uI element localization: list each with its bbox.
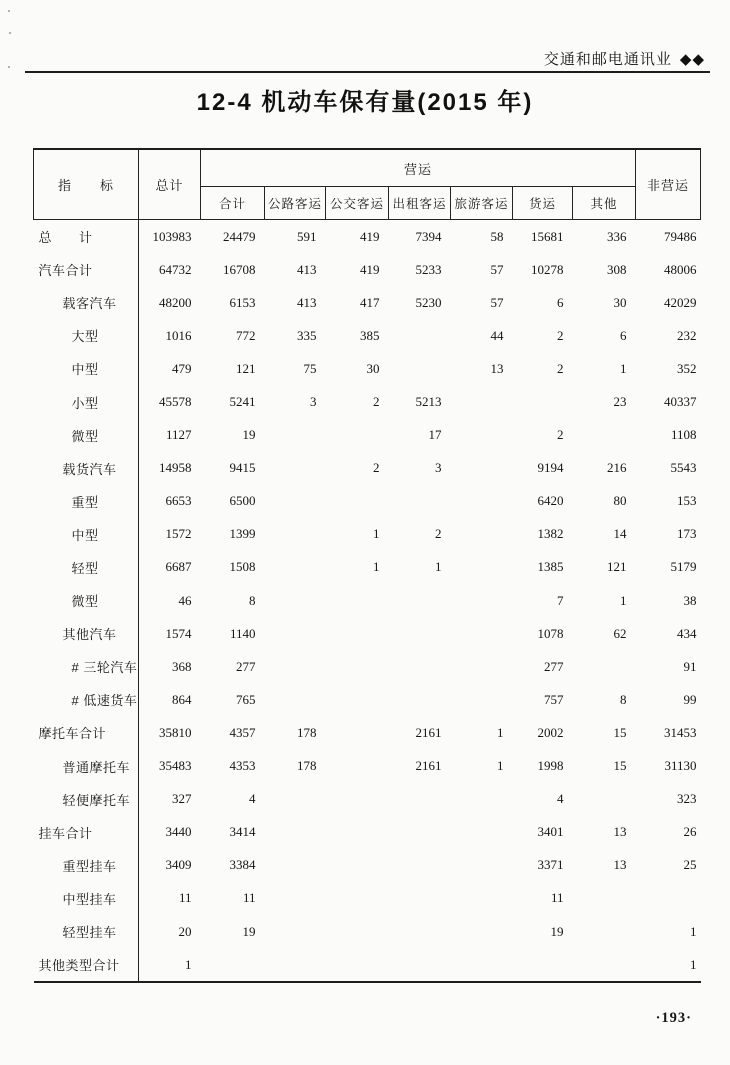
row-label: 载客汽车 xyxy=(34,286,139,319)
table-cell: 335 xyxy=(297,327,317,343)
table-cell: 15 xyxy=(613,724,627,740)
table-cell: 13 xyxy=(613,857,627,873)
table-cell: 4353 xyxy=(229,758,256,774)
table-cell: 3409 xyxy=(165,857,192,873)
table-cell: 1016 xyxy=(165,327,192,343)
table-cell xyxy=(389,485,451,518)
table-cell: 24479 xyxy=(223,228,256,244)
table-cell: 3414 xyxy=(229,824,256,840)
table-cell: 591 xyxy=(297,228,317,244)
table-cell: 4 xyxy=(557,791,564,807)
table-cell: 5230 xyxy=(415,294,442,310)
table-cell: 3384 xyxy=(229,857,256,873)
table-cell: 9415 xyxy=(229,460,256,476)
col-header-freight: 货运 xyxy=(513,187,573,220)
col-header-non-operation: 非营运 xyxy=(636,149,701,220)
table-cell: 2 xyxy=(435,526,442,542)
row-label: 重型 xyxy=(34,485,139,518)
table-row xyxy=(34,220,701,254)
table-cell: 14 xyxy=(613,526,627,542)
table-cell: 31130 xyxy=(664,758,697,774)
table-cell xyxy=(389,816,451,849)
table-cell xyxy=(326,419,389,452)
table-cell: 327 xyxy=(172,791,192,807)
table-cell: 91 xyxy=(683,658,697,674)
table-cell xyxy=(326,716,389,749)
table-cell xyxy=(265,518,326,551)
table-cell xyxy=(451,419,513,452)
table-cell: 5233 xyxy=(415,261,442,277)
table-cell: 80 xyxy=(613,493,627,509)
table-cell: 1 xyxy=(620,592,627,608)
table-cell: 58 xyxy=(490,228,504,244)
table-cell: 757 xyxy=(544,691,564,707)
table-cell: 1998 xyxy=(537,758,564,774)
table-cell: 1 xyxy=(690,956,697,972)
row-label: 微型 xyxy=(34,419,139,452)
table-cell: 35483 xyxy=(159,758,192,774)
table-cell: 1 xyxy=(185,956,192,972)
table-cell: 772 xyxy=(236,327,256,343)
table-cell xyxy=(265,650,326,683)
table-cell: 45578 xyxy=(159,394,192,410)
row-label: 载货汽车 xyxy=(34,452,139,485)
table-cell: 323 xyxy=(677,791,697,807)
table-cell: 121 xyxy=(607,559,627,575)
table-cell xyxy=(265,783,326,816)
row-label: # 低速货车 xyxy=(34,683,139,716)
section-title: 交通和邮电通讯业 xyxy=(543,51,672,68)
table-cell: 173 xyxy=(677,526,697,542)
table-cell xyxy=(451,518,513,551)
table-row xyxy=(34,352,701,385)
table-row xyxy=(34,319,701,352)
table-cell: 1 xyxy=(497,724,504,740)
table-cell: 277 xyxy=(236,658,256,674)
table-cell: 419 xyxy=(360,261,380,277)
table-cell: 8 xyxy=(249,592,256,608)
table-cell: 1 xyxy=(373,526,380,542)
row-label: # 三轮汽车 xyxy=(34,650,139,683)
table-cell: 121 xyxy=(236,360,256,376)
header-rule xyxy=(25,71,710,73)
table-cell: 26 xyxy=(683,824,697,840)
table-cell xyxy=(265,683,326,716)
row-label: 小型 xyxy=(34,385,139,418)
table-cell xyxy=(326,650,389,683)
table-cell: 5241 xyxy=(229,394,256,410)
table-cell: 19 xyxy=(242,427,256,443)
table-cell: 25 xyxy=(683,857,697,873)
table-cell: 11 xyxy=(242,890,256,906)
table-cell: 232 xyxy=(677,327,697,343)
table-cell: 216 xyxy=(607,460,627,476)
table-cell: 1140 xyxy=(229,625,256,641)
table-cell: 42029 xyxy=(664,294,697,310)
table-cell xyxy=(265,617,326,650)
table-cell: 3401 xyxy=(537,824,564,840)
table-header xyxy=(34,149,701,220)
table-cell: 64732 xyxy=(159,261,192,277)
statistics-table-container xyxy=(33,148,700,983)
table-row xyxy=(34,518,701,551)
table-cell: 20 xyxy=(178,923,192,939)
row-label: 微型 xyxy=(34,584,139,617)
table-cell: 19 xyxy=(242,923,256,939)
table-cell xyxy=(573,783,636,816)
scan-speck xyxy=(8,10,10,12)
table-cell: 11 xyxy=(550,890,564,906)
table-cell: 19 xyxy=(550,923,564,939)
table-cell: 2002 xyxy=(537,724,564,740)
table-cell xyxy=(265,915,326,948)
table-cell: 57 xyxy=(490,294,504,310)
statistics-table xyxy=(33,148,701,983)
table-cell: 352 xyxy=(677,360,697,376)
table-cell xyxy=(573,948,636,982)
table-cell: 4357 xyxy=(229,724,256,740)
table-cell xyxy=(451,385,513,418)
col-header-other: 其他 xyxy=(573,187,636,220)
table-cell xyxy=(265,485,326,518)
table-cell: 13 xyxy=(490,360,504,376)
table-cell: 46 xyxy=(178,592,192,608)
table-row xyxy=(34,617,701,650)
row-label: 中型 xyxy=(34,518,139,551)
table-cell: 864 xyxy=(172,691,192,707)
table-cell xyxy=(326,617,389,650)
table-row xyxy=(34,882,701,915)
table-cell: 99 xyxy=(683,691,697,707)
table-row xyxy=(34,948,701,982)
table-cell xyxy=(265,551,326,584)
table-body xyxy=(34,220,701,983)
table-cell: 4 xyxy=(249,791,256,807)
table-cell: 3371 xyxy=(537,857,564,873)
table-cell: 765 xyxy=(236,691,256,707)
table-cell: 178 xyxy=(297,758,317,774)
table-cell xyxy=(573,419,636,452)
table-cell: 153 xyxy=(677,493,697,509)
table-cell: 1572 xyxy=(165,526,192,542)
table-cell: 17 xyxy=(428,427,442,443)
table-cell xyxy=(389,783,451,816)
table-row xyxy=(34,253,701,286)
table-cell: 1127 xyxy=(165,427,192,443)
table-cell: 385 xyxy=(360,327,380,343)
table-cell: 30 xyxy=(613,294,627,310)
table-row xyxy=(34,419,701,452)
table-cell: 178 xyxy=(297,724,317,740)
table-cell xyxy=(389,882,451,915)
table-cell: 5179 xyxy=(670,559,697,575)
table-cell: 3 xyxy=(435,460,442,476)
table-cell: 2 xyxy=(557,327,564,343)
table-cell: 8 xyxy=(620,691,627,707)
table-cell: 30 xyxy=(366,360,380,376)
table-row xyxy=(34,286,701,319)
scan-speck xyxy=(8,66,10,68)
table-cell: 1 xyxy=(373,559,380,575)
table-cell: 57 xyxy=(490,261,504,277)
row-label: 中型 xyxy=(34,352,139,385)
col-header-tourism-passenger: 旅游客运 xyxy=(451,187,513,220)
table-cell xyxy=(451,882,513,915)
row-label: 其他类型合计 xyxy=(34,948,139,982)
table-cell: 1078 xyxy=(537,625,564,641)
table-cell xyxy=(389,617,451,650)
table-cell xyxy=(326,683,389,716)
table-cell: 6500 xyxy=(229,493,256,509)
table-cell: 103983 xyxy=(152,228,192,244)
table-cell xyxy=(326,849,389,882)
table-cell: 308 xyxy=(607,261,627,277)
row-label: 轻型 xyxy=(34,551,139,584)
row-label: 挂车合计 xyxy=(34,816,139,849)
table-cell xyxy=(573,650,636,683)
table-cell xyxy=(389,683,451,716)
table-cell: 9194 xyxy=(537,460,564,476)
table-cell: 11 xyxy=(178,890,192,906)
table-row xyxy=(34,683,701,716)
table-row xyxy=(34,385,701,418)
table-cell xyxy=(573,882,636,915)
row-label: 轻型挂车 xyxy=(34,915,139,948)
table-cell: 1 xyxy=(690,923,697,939)
table-cell: 35810 xyxy=(159,724,192,740)
table-cell: 75 xyxy=(303,360,317,376)
table-cell: 48006 xyxy=(664,261,697,277)
table-cell xyxy=(389,319,451,352)
row-label: 大型 xyxy=(34,319,139,352)
table-cell: 2 xyxy=(557,360,564,376)
table-cell: 6153 xyxy=(229,294,256,310)
table-row xyxy=(34,551,701,584)
scan-speck xyxy=(9,32,11,34)
table-cell: 6687 xyxy=(165,559,192,575)
table-cell: 1574 xyxy=(165,625,192,641)
table-cell xyxy=(326,915,389,948)
table-cell xyxy=(451,551,513,584)
table-cell: 1 xyxy=(620,360,627,376)
table-cell xyxy=(451,948,513,982)
row-label: 其他汽车 xyxy=(34,617,139,650)
table-cell: 6 xyxy=(557,294,564,310)
table-cell: 5213 xyxy=(415,394,442,410)
table-row xyxy=(34,816,701,849)
table-cell: 1 xyxy=(497,758,504,774)
row-label: 汽车合计 xyxy=(34,253,139,286)
table-cell xyxy=(513,948,573,982)
table-cell: 14958 xyxy=(159,460,192,476)
table-row xyxy=(34,783,701,816)
table-cell: 336 xyxy=(607,228,627,244)
table-cell: 44 xyxy=(490,327,504,343)
table-cell: 413 xyxy=(297,261,317,277)
table-cell xyxy=(451,485,513,518)
table-cell xyxy=(389,584,451,617)
table-row xyxy=(34,584,701,617)
table-row xyxy=(34,650,701,683)
table-cell: 2 xyxy=(373,460,380,476)
table-cell xyxy=(389,650,451,683)
table-cell xyxy=(201,948,265,982)
table-cell xyxy=(326,783,389,816)
table-cell: 40337 xyxy=(664,394,697,410)
table-cell: 10278 xyxy=(531,261,564,277)
table-row xyxy=(34,915,701,948)
table-cell: 368 xyxy=(172,658,192,674)
table-cell: 15681 xyxy=(531,228,564,244)
table-cell: 15 xyxy=(613,758,627,774)
diamond-icons: ◆◆ xyxy=(679,50,705,68)
row-label: 轻便摩托车 xyxy=(34,783,139,816)
table-cell: 413 xyxy=(297,294,317,310)
table-cell xyxy=(265,849,326,882)
table-cell xyxy=(389,948,451,982)
table-cell: 3 xyxy=(310,394,317,410)
table-cell: 6653 xyxy=(165,493,192,509)
table-cell: 7 xyxy=(557,592,564,608)
table-cell: 479 xyxy=(172,360,192,376)
table-cell xyxy=(265,816,326,849)
table-cell: 1 xyxy=(435,559,442,575)
table-cell xyxy=(265,882,326,915)
table-cell xyxy=(326,816,389,849)
table-cell xyxy=(326,584,389,617)
table-cell xyxy=(265,452,326,485)
table-cell: 434 xyxy=(677,625,697,641)
row-label: 普通摩托车 xyxy=(34,750,139,783)
running-header xyxy=(544,48,705,69)
table-cell xyxy=(389,352,451,385)
table-cell xyxy=(513,385,573,418)
row-label: 摩托车合计 xyxy=(34,716,139,749)
col-header-indicator: 指 标 xyxy=(34,149,139,220)
table-cell: 48200 xyxy=(159,294,192,310)
table-cell: 1508 xyxy=(229,559,256,575)
table-cell: 6420 xyxy=(537,493,564,509)
table-cell: 2161 xyxy=(415,758,442,774)
table-cell: 1399 xyxy=(229,526,256,542)
table-row xyxy=(34,452,701,485)
table-cell: 2 xyxy=(373,394,380,410)
table-cell xyxy=(573,915,636,948)
table-cell: 1382 xyxy=(537,526,564,542)
table-cell: 5543 xyxy=(670,460,697,476)
table-cell: 7394 xyxy=(415,228,442,244)
page-title: 12-4 机动车保有量(2015 年) xyxy=(196,89,534,116)
row-label: 总 计 xyxy=(34,220,139,254)
table-cell xyxy=(326,750,389,783)
col-header-operation-group: 营运 xyxy=(201,149,636,187)
table-cell xyxy=(451,683,513,716)
table-row xyxy=(34,485,701,518)
table-row xyxy=(34,716,701,749)
table-cell: 419 xyxy=(360,228,380,244)
col-header-highway-passenger: 公路客运 xyxy=(265,187,326,220)
col-header-total: 总计 xyxy=(139,149,201,220)
table-cell: 6 xyxy=(620,327,627,343)
table-row xyxy=(34,750,701,783)
table-cell: 277 xyxy=(544,658,564,674)
table-cell: 2 xyxy=(557,427,564,443)
table-cell xyxy=(265,584,326,617)
table-cell xyxy=(451,650,513,683)
table-row xyxy=(34,849,701,882)
table-cell: 1385 xyxy=(537,559,564,575)
table-cell xyxy=(265,419,326,452)
page-number: ·193· xyxy=(655,1010,692,1026)
table-cell: 3440 xyxy=(165,824,192,840)
table-cell xyxy=(451,849,513,882)
table-cell xyxy=(389,849,451,882)
table-cell: 2161 xyxy=(415,724,442,740)
col-header-subtotal: 合计 xyxy=(201,187,265,220)
table-cell xyxy=(636,882,701,915)
table-cell: 79486 xyxy=(664,228,697,244)
table-cell xyxy=(389,915,451,948)
table-cell: 62 xyxy=(613,625,627,641)
table-cell xyxy=(451,783,513,816)
table-cell xyxy=(326,485,389,518)
col-header-bus-passenger: 公交客运 xyxy=(326,187,389,220)
table-cell: 13 xyxy=(613,824,627,840)
table-cell: 1108 xyxy=(671,427,697,443)
table-cell: 31453 xyxy=(664,724,697,740)
table-cell xyxy=(451,452,513,485)
row-label: 中型挂车 xyxy=(34,882,139,915)
table-cell xyxy=(451,915,513,948)
table-cell xyxy=(265,948,326,982)
table-cell: 38 xyxy=(683,592,697,608)
row-label: 重型挂车 xyxy=(34,849,139,882)
table-cell xyxy=(326,948,389,982)
table-cell: 23 xyxy=(613,394,627,410)
table-cell xyxy=(326,882,389,915)
table-cell xyxy=(451,816,513,849)
table-cell xyxy=(451,584,513,617)
table-cell xyxy=(451,617,513,650)
col-header-taxi-passenger: 出租客运 xyxy=(389,187,451,220)
table-cell: 16708 xyxy=(223,261,256,277)
table-cell: 417 xyxy=(360,294,380,310)
